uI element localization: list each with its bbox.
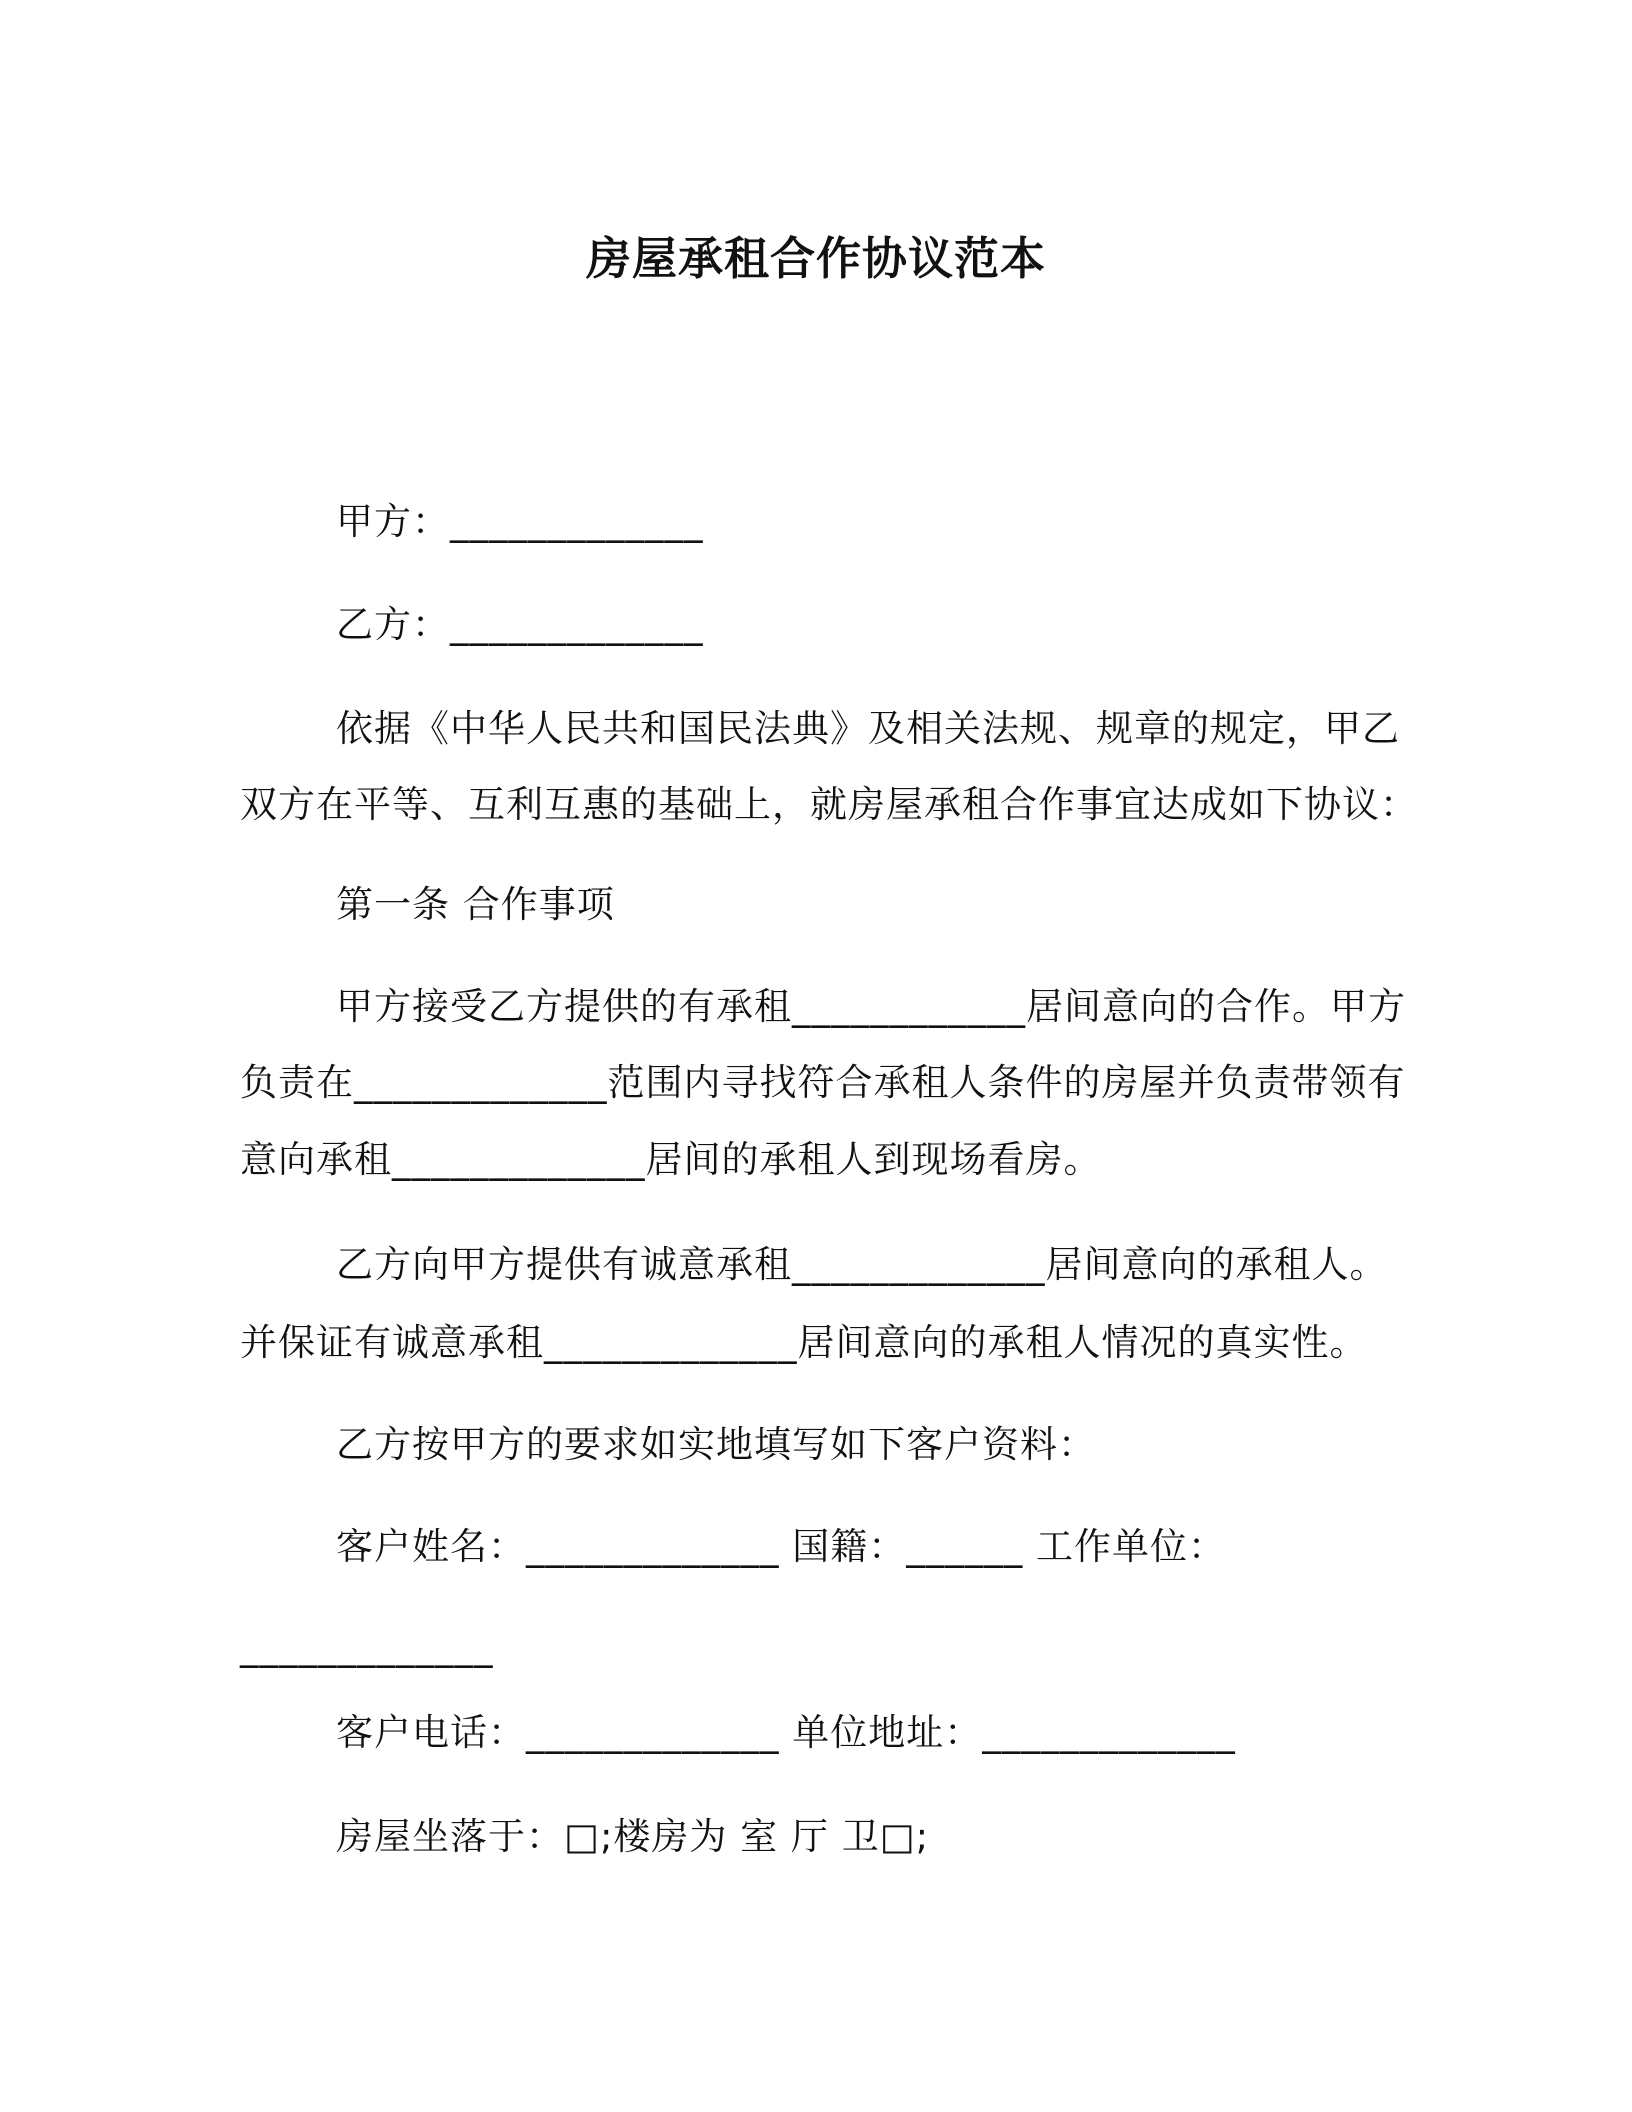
article-1-para-1-line-2: 负责在_____________范围内寻找符合承租人条件的房屋并负责带领有 [240,1061,1406,1104]
article-1-para-1-line-1: 甲方接受乙方提供的有承租____________居间意向的合作。甲方 [336,985,1406,1028]
party-b-line: 乙方：_____________ [336,603,704,646]
client-info-intro: 乙方按甲方的要求如实地填写如下客户资料： [336,1423,1096,1466]
article-1-heading: 第一条 合作事项 [336,883,615,926]
house-location-line: 房屋坐落于：□;楼房为 室 厅 卫□; [336,1815,930,1858]
preamble-line-2: 双方在平等、互利互惠的基础上，就房屋承租合作事宜达成如下协议： [240,783,1418,826]
article-1-para-2-line-1: 乙方向甲方提供有诚意承租_____________居间意向的承租人。 [336,1243,1388,1286]
preamble-line-1: 依据《中华人民共和国民法典》及相关法规、规章的规定，甲乙 [336,707,1400,750]
party-a-line: 甲方：_____________ [336,500,704,543]
work-unit-blank-line: _____________ [240,1625,494,1668]
document-title: 房屋承租合作协议范本 [585,232,1046,285]
article-1-para-2-line-2: 并保证有诚意承租_____________居间意向的承租人情况的真实性。 [240,1321,1368,1364]
client-phone-line: 客户电话：_____________ 单位地址：_____________ [336,1711,1236,1754]
client-name-line: 客户姓名：_____________ 国籍：______ 工作单位： [336,1525,1227,1568]
article-1-para-1-line-3: 意向承租_____________居间的承租人到现场看房。 [240,1138,1102,1181]
